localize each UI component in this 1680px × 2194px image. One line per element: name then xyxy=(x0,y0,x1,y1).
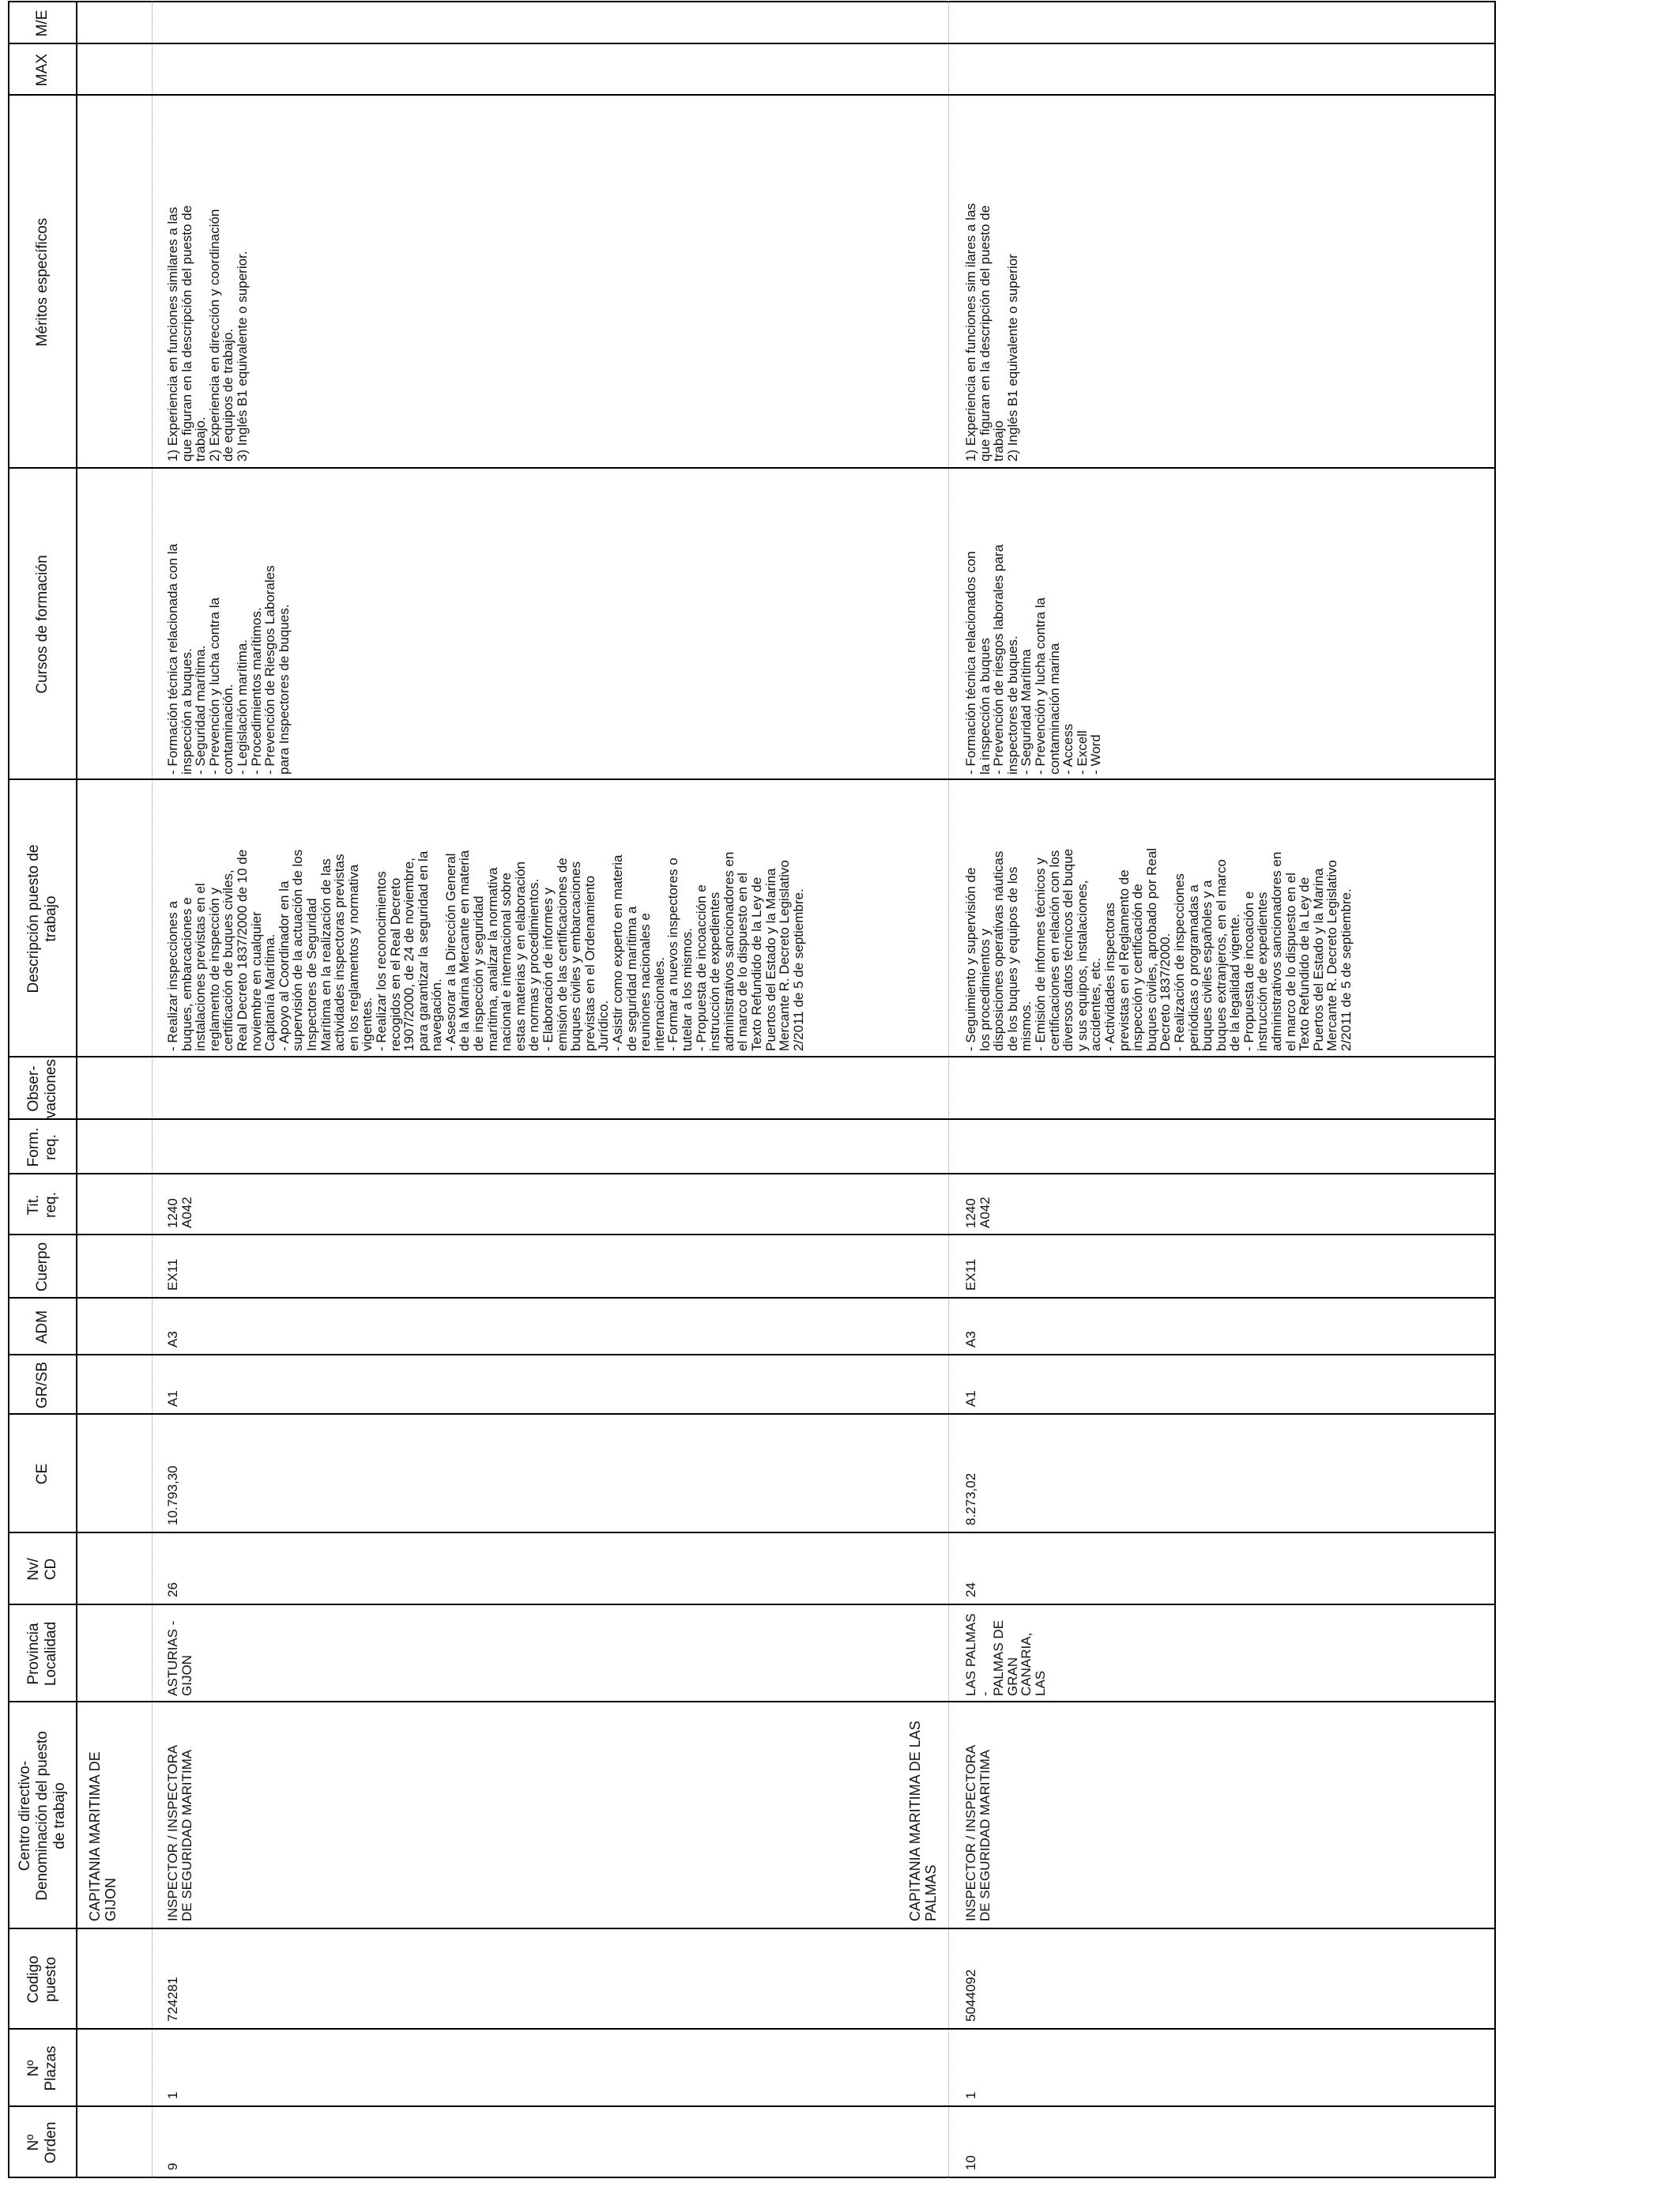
header-me: M/E xyxy=(34,9,51,37)
descripcion-value: - Realizar inspecciones a buques, embarcaciones e instalaciones previstas en el reglamento de inspección y certificación de buques civiles, Real Decreto 1837/2000 de 10 de noviembre en cualquier Capitanía Marítima. - Apoyo al Coordinador en la supervisión de la actuación de los Inspectores de Seguridad Marítima en la realización de las actividades inspectoras previstas en los reglamentos y normativa vigentes. - Realizar los reconocimientos recogidos en el Real Decreto 1907/2000, de 24 de noviembre, para garantizar la seguridad en la navegación. - Asesorar a la Dirección General de la Marina Mercante en materia de inspección y seguridad marítima, analizar la normativa nacional e internacional sobre estas materias y en elaboración de normas y procedimientos. - Elaboración de informes y emisión de las certificaciones de buques civiles y embarcaciones previstas en el Ordenamiento Jurídico. - Asistir como experto en materia de seguridad marítima a reuniones nacionales e internacionales. - Formar a nuevos inspectores o tutelar a los mismos. - Propuesta de incoacción e instrucción de expedientes administrativos sancionadores en el marco de lo dispuesto en el Texto Refundido de la Ley de Puertos del Estado y la Marina Mercante R. Decreto Legislativo 2/2011 de 5 de septiembre. xyxy=(165,849,806,1051)
adm-value: A3 xyxy=(963,1331,978,1348)
column-rule xyxy=(8,1234,1496,1235)
header-adm: ADM xyxy=(34,1310,51,1344)
column-rule xyxy=(8,43,1496,44)
header-cursos: Cursos de formación xyxy=(34,555,51,694)
header-nivel: Nv/ CD xyxy=(25,1558,59,1581)
header-ce: CE xyxy=(34,1463,51,1485)
header-orden: Nº Orden xyxy=(25,2121,59,2164)
centro-directivo-label: CAPITANIA MARITIMA DE LAS PALMAS xyxy=(907,1721,939,1921)
header-centro: Centro directivo- Denominación del puesto de trabajo xyxy=(17,1731,68,1901)
column-rule xyxy=(8,2105,1496,2107)
tit-value: 1240 A042 xyxy=(963,1197,993,1228)
header-bottom-rule xyxy=(76,1,77,2178)
cursos-value: - Formación técnica relacionados con la inspección a buques - Prevención de riesgos laborales para inspectores de buques. - Seguridad Marítima - Prevención y lucha contra la contaminación marina - Access - Excell - Word xyxy=(963,544,1104,775)
nivel-value: 26 xyxy=(165,1582,180,1597)
header-form: Form. req. xyxy=(25,1127,59,1167)
header-provincia: Provincia Localidad xyxy=(25,1621,59,1687)
orden-value: 10 xyxy=(963,2155,978,2170)
meritos-value: 1) Experiencia en funciones sim ilares a las que figuran en la descripción del puesto de trabajo 2) Inglés B1 equivalente o superior xyxy=(963,203,1020,462)
ce-value: 10.793,30 xyxy=(165,1465,180,1525)
grsb-value: A1 xyxy=(963,1390,978,1407)
cuerpo-value: EX11 xyxy=(165,1258,180,1291)
column-rule xyxy=(8,467,1496,469)
column-rule xyxy=(8,778,1496,780)
column-rule xyxy=(8,1413,1496,1415)
orden-value: 9 xyxy=(165,2162,180,2170)
nivel-value: 24 xyxy=(963,1582,978,1597)
tit-value: 1240 A042 xyxy=(165,1197,194,1228)
header-cuerpo: Cuerpo xyxy=(34,1242,51,1292)
centro-directivo-label: CAPITANIA MARITIMA DE GIJON xyxy=(87,1751,119,1921)
codigo-value: 724281 xyxy=(165,1977,180,2022)
provincia-value: ASTURIAS - GIJON xyxy=(165,1620,194,1696)
column-rule xyxy=(8,1297,1496,1299)
header-plazas: Nº Plazas xyxy=(25,2045,59,2091)
adm-value: A3 xyxy=(165,1331,180,1348)
header-max: MAX xyxy=(34,53,51,87)
codigo-value: 5044092 xyxy=(963,1969,978,2022)
header-meritos: Méritos específicos xyxy=(34,217,51,347)
column-rule xyxy=(8,2028,1496,2030)
ce-value: 8.273,02 xyxy=(963,1472,978,1525)
column-rule xyxy=(8,1928,1496,1929)
meritos-value: 1) Experiencia en funciones similares a las que figuran en la descripción del puesto de trabajo. 2) Experiencia en dirección y coordinación de equipos de trabajo. 3) Inglés B1 equivalente o superior. xyxy=(165,205,250,462)
column-rule xyxy=(8,1173,1496,1174)
header-obs: Obser- vaciones xyxy=(25,1059,59,1118)
column-rule xyxy=(8,1118,1496,1120)
grsb-value: A1 xyxy=(165,1390,180,1407)
header-codigo: Codigo puesto xyxy=(25,1955,59,2004)
cursos-value: - Formación técnica relacionada con la inspección a buques. - Seguridad marítima. - Prevención y lucha contra la contaminación. - Legislación marítima. - Procedimientos marítimos. - Prevención de Riesgos Laborales para Inspectores de buques. xyxy=(165,544,292,775)
header-grsb: GR/SB xyxy=(34,1361,51,1409)
column-rule xyxy=(8,1354,1496,1355)
denominacion-value: INSPECTOR / INSPECTORA DE SEGURIDAD MARITIMA xyxy=(963,1744,993,1921)
column-rule xyxy=(8,1604,1496,1605)
denominacion-value: INSPECTOR / INSPECTORA DE SEGURIDAD MARITIMA xyxy=(165,1744,194,1921)
column-rule xyxy=(8,1701,1496,1702)
column-rule xyxy=(8,94,1496,96)
column-rule xyxy=(8,1056,1496,1057)
cuerpo-value: EX11 xyxy=(963,1258,978,1291)
header-descripcion: Descripción puesto de trabajo xyxy=(25,844,59,993)
row-separator xyxy=(948,1,949,2178)
plazas-value: 1 xyxy=(963,2091,978,2099)
header-tit: Tit. req. xyxy=(25,1192,59,1218)
plazas-value: 1 xyxy=(165,2091,180,2099)
row-separator xyxy=(152,1,153,2178)
descripcion-value: - Seguimiento y supervisión de los procedimientos y disposiciones operativas náuticas de los buques y equipos de los mismos. - Emisión de informes técnicos y certificaciones en relación con los diversos datos técnicos del buque y sus equipos, instalaciones, accidentes, etc. - Actividades inspectoras previstas en el Reglamento de inspección y certificación de buques civiles, aprobado por Real Decreto 1837/2000. - Realización de inspecciones periódicas o programadas a buques civiles españoles y a buques extranjeros, en el marco de la legalidad vigente. - Propuesta de incoación e instrucción de expedientes administrativos sancionadores en el marco de lo dispuesto en el Texto Refundido de la Ley de Puertos del Estado y la Marina Mercante R. Decreto Legislativo 2/2011 de 5 de septiembre. xyxy=(963,847,1354,1051)
provincia-value: LAS PALMAS - PALMAS DE GRAN CANARIA, LAS xyxy=(963,1613,1048,1696)
column-rule xyxy=(8,1532,1496,1533)
